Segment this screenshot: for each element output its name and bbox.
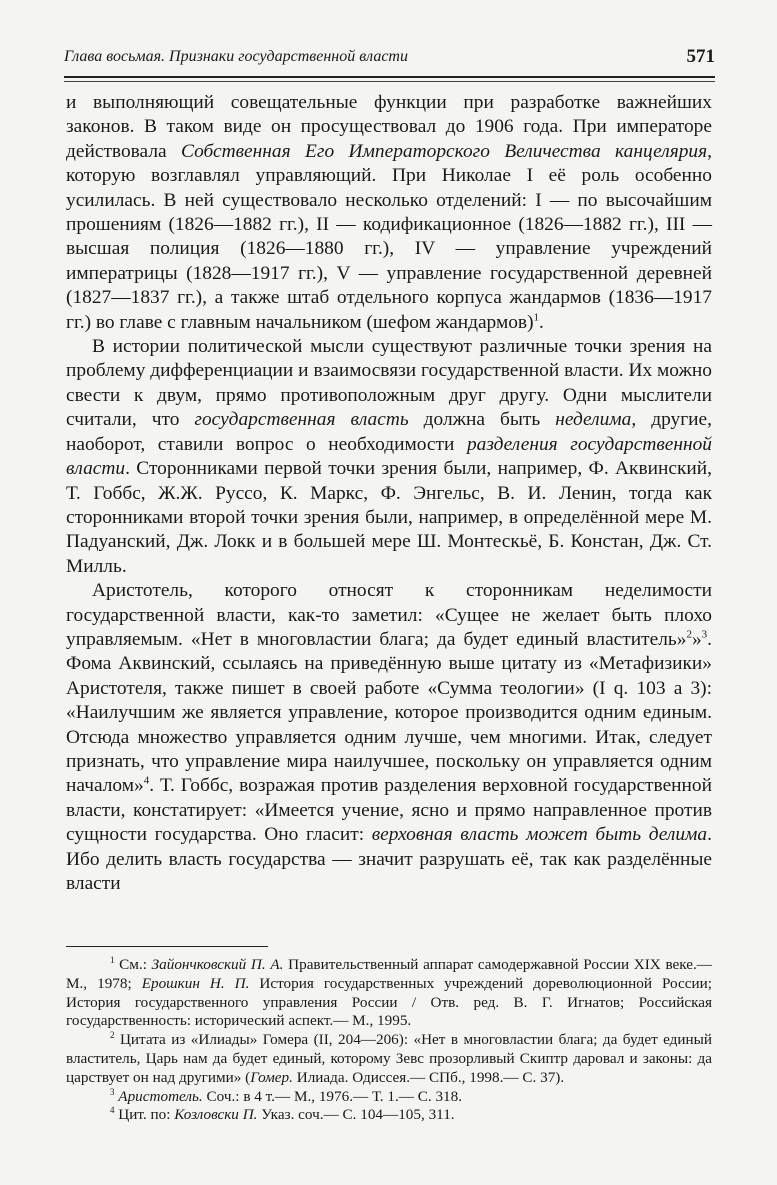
footnote-2: $^2$ Цитата из «Илиады» Гомера (II, 204—206): «Нет в многовластии блага; да будет единый властитель, Царь нам да будет единый, которому Зевс прозорливый Скиптр даровал и законы: да царствует он над другими» (Гомер. Илиада. Одиссея.— СПб., 1998.— С. 37). — [66, 1030, 712, 1086]
page-number: 571 — [686, 46, 715, 67]
paragraph-2: В истории политической мысли существуют различные точки зрения на проблему дифференциации и взаимосвязи государственной власти. Их можно свести к двум, прямо противоположным друг другу. Одни мыслители считали, что государственная власть должна быть неделима, другие, наоборот, ставили вопрос о необходимости разделения государственной власти. Сторонниками первой точки зрения были, например, Ф. Аквинский, Т. Гоббс, Ж.Ж. Руссо, К. Маркс, Ф. Энгельс, В. И. Ленин, тогда как сторонниками второй точки зрения были, например, в определённой мере М. Падуанский, Дж. Локк и в большей мере Ш. Монтескьё, Б. Констан, Дж. Ст. Милль. — [66, 336, 712, 577]
footnotes — [66, 956, 712, 1125]
footnote-ref-1[interactable]: 1 — [533, 311, 540, 324]
footnote-ref-4[interactable]: 4 — [143, 774, 150, 787]
header-rule-thick — [64, 76, 715, 78]
chapter-title: Глава восьмая. Признаки государственной власти — [64, 48, 408, 65]
footnote-4: $^4$ Цит. по: Козловски П. Указ. соч.— С. 104—105, 311. — [110, 1105, 455, 1124]
paragraph-3: Аристотель, которого относят к сторонникам неделимости государственной власти, как-то заметил: «Сущее не желает быть плохо управляемым. «Нет в многовластии блага; да будет единый властитель»$^2$»$^3$. Фома Аквинский, ссылаясь на приведённую выше цитату из «Метафизики» Аристотеля, также пишет в своей работе «Сумма теологии» (I q. 103 a 3): «Наилучшим же является управление, которое производится одним единым. Отсюда множество управляется одним лучше, чем многими. Итак, следует признать, что управление мира наилучшее, поскольку он управляется одним началом»$^4$. Т. Гоббс, возражая против разделения верховной государственной власти, констатирует: «Имеется учение, ясно и прямо направленное против сущности государства. Оно гласит: верховная власть может быть делима. Ибо делить власть государства — значит разрушать её, так как разделённые власти — [66, 580, 712, 894]
footnote-ref-3[interactable]: 3 — [701, 628, 708, 641]
footnote-separator — [66, 946, 268, 947]
running-header — [64, 44, 715, 72]
paragraph-1: и выполняющий совещательные функции при разработке важнейших законов. В таком виде он просуществовал до 1906 года. При императоре действовала Собственная Его Императорского Величества канцелярия, которую возглавлял управляющий. При Николае I её роль особенно усилилась. В ней существовало несколько отделений: I — по высочайшим прошениям (1826—1882 гг.), II — кодификационное (1826—1882 гг.), III — высшая полиция (1826—1880 гг.), IV — управление учреждений императрицы (1828—1917 гг.), V — управление государственной деревней (1827—1837 гг.), а также штаб отдельного корпуса жандармов (1836—1917 гг.) во главе с главным начальником (шефом жандармов)$^1$. — [66, 92, 712, 333]
main-text — [66, 91, 712, 896]
footnote-3: $^3$ Аристотель. Соч.: в 4 т.— М., 1976.— Т. 1.— С. 318. — [110, 1086, 463, 1105]
header-rule-thin — [64, 81, 715, 82]
footnote-ref-2[interactable]: 2 — [686, 628, 692, 641]
footnote-1: $^1$ См.: Зайончковский П. А. Правительственный аппарат самодержавной России XIX веке.— М., 1978; Ерошкин Н. П. История государственных учреждений дореволюционной России; История государственного управления России / Отв. ред. В. Г. Игнатов; Российская государственность: исторический аспект.— М., 1995. — [66, 954, 712, 1030]
